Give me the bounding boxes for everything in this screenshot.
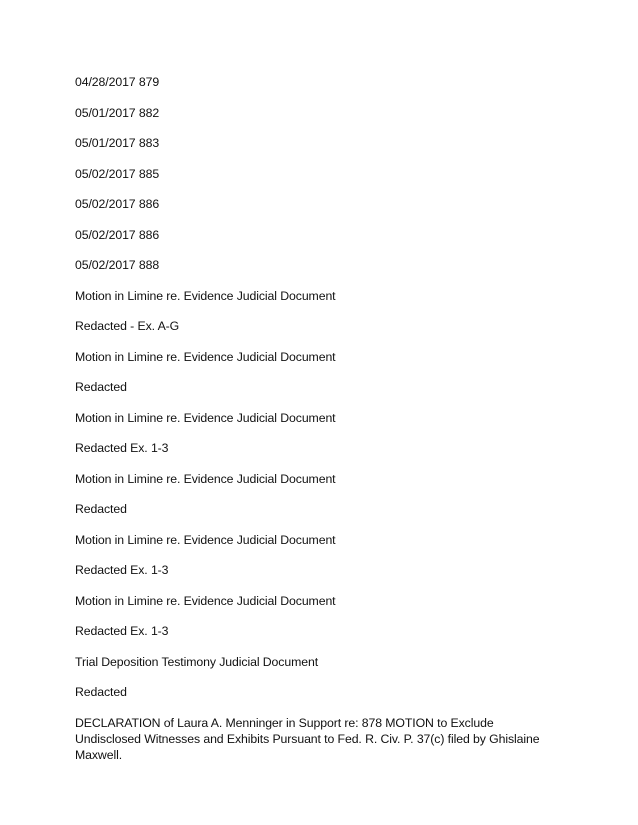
document-description-line: Motion in Limine re. Evidence Judicial Document xyxy=(75,471,336,486)
document-body xyxy=(75,74,575,763)
docket-entry-line: 04/28/2017 879 xyxy=(75,75,160,89)
docket-entry-line: 05/02/2017 885 xyxy=(75,166,160,181)
declaration-paragraph: DECLARATION of Laura A. Menninger in Support re: 878 MOTION to Exclude Undisclosed Witnesses and Exhibits Pursuant to Fed. R. Civ. P. 37(c) filed by Ghislaine Maxwell. xyxy=(75,715,540,762)
docket-entry-line: 05/02/2017 886 xyxy=(75,197,160,211)
redaction-note-line: Redacted xyxy=(75,685,127,699)
document-description-line: Motion in Limine re. Evidence Judicial Document xyxy=(75,349,336,364)
document-description-line: Motion in Limine re. Evidence Judicial Document xyxy=(75,288,336,303)
docket-entry-line: 05/02/2017 888 xyxy=(75,258,160,272)
docket-entry-line: 05/01/2017 883 xyxy=(75,136,160,150)
docket-entry-line: 05/02/2017 886 xyxy=(75,227,160,242)
redaction-note-line: Redacted xyxy=(75,380,127,394)
docket-entry-line: 05/01/2017 882 xyxy=(75,105,160,120)
document-description-line: Motion in Limine re. Evidence Judicial Document xyxy=(75,410,336,425)
redaction-note-line: Redacted Ex. 1-3 xyxy=(75,563,169,577)
document-description-line: Trial Deposition Testimony Judicial Document xyxy=(75,654,319,669)
redaction-note-line: Redacted - Ex. A-G xyxy=(75,319,180,333)
document-description-line: Motion in Limine re. Evidence Judicial Document xyxy=(75,532,336,547)
redaction-note-line: Redacted xyxy=(75,502,127,516)
redaction-note-line: Redacted Ex. 1-3 xyxy=(75,624,169,638)
redaction-note-line: Redacted Ex. 1-3 xyxy=(75,441,169,455)
document-description-line: Motion in Limine re. Evidence Judicial Document xyxy=(75,593,336,608)
